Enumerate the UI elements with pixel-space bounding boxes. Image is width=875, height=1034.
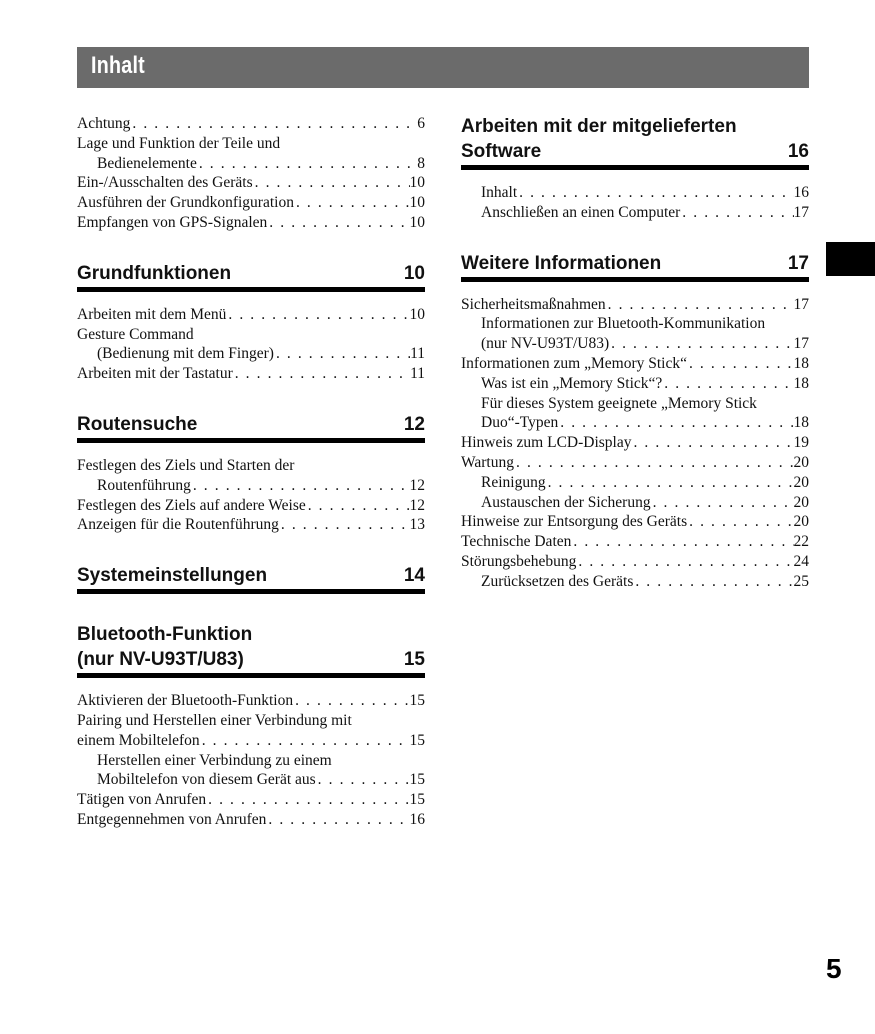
toc-entry-wartung[interactable]: Wartung . . . 20 (461, 453, 809, 473)
section-heading-bluetooth[interactable]: Bluetooth-Funktion (nur NV-U93T/U83) 15 (77, 622, 425, 678)
toc-entry-pairing-line2[interactable]: einem Mobiltelefon . . . 15 (77, 731, 425, 751)
section-routensuche (77, 412, 425, 535)
toc-entry-achtung[interactable]: Achtung . . . 6 (77, 114, 425, 134)
toc-entry-sicherung[interactable]: Austauschen der Sicherung . . . 20 (461, 493, 809, 513)
toc-entry-ziel-line2[interactable]: Routenführung . . . 12 (77, 476, 425, 496)
section-weitere-informationen (461, 251, 809, 592)
toc-entry-inhalt[interactable]: Inhalt . . . 16 (461, 183, 809, 203)
toc-entry-entgegennehmen[interactable]: Entgegennehmen von Anrufen . . . 16 (77, 810, 425, 830)
toc-entry-anschliessen[interactable]: Anschließen an einen Computer . . . 17 (461, 203, 809, 223)
toc-left-column (77, 114, 425, 830)
toc-entry-herstellen-line2[interactable]: Mobiltelefon von diesem Gerät aus . . . 15 (77, 770, 425, 790)
toc-entry-pairing-line1[interactable]: Pairing und Herstellen einer Verbindung mit (77, 711, 352, 729)
toc-entry-entsorgung[interactable]: Hinweise zur Entsorgung des Geräts . . . 20 (461, 512, 809, 532)
section-heading-routensuche[interactable]: Routensuche 12 (77, 412, 425, 443)
section-heading-grundfunktionen[interactable]: Grundfunktionen 10 (77, 261, 425, 292)
page-number: 5 (826, 953, 842, 984)
section-systemeinstellungen (77, 563, 425, 594)
toc-entry-was-ist[interactable]: Was ist ein „Memory Stick“? . . . 18 (461, 374, 809, 394)
toc-entry-reinigung[interactable]: Reinigung . . . 20 (461, 473, 809, 493)
toc-entry-gesture-line2[interactable]: (Bedienung mit dem Finger) . . . 11 (77, 344, 425, 364)
toc-entry-zuruecksetzen[interactable]: Zurücksetzen des Geräts . . . 25 (461, 572, 809, 592)
toc-entry-grundkonfiguration[interactable]: Ausführen der Grundkonfiguration . . . 10 (77, 193, 425, 213)
section-bluetooth (77, 622, 425, 830)
section-heading-software[interactable]: Arbeiten mit der mitgelieferten Software 16 (461, 114, 809, 170)
toc-entry-einausschalten[interactable]: Ein-/Ausschalten des Geräts . . . 10 (77, 173, 425, 193)
toc-entry-technische-daten[interactable]: Technische Daten . . . 22 (461, 532, 809, 552)
section-heading-weitere[interactable]: Weitere Informationen 17 (461, 251, 809, 282)
toc-right-column (461, 114, 809, 592)
toc-entry-lcd[interactable]: Hinweis zum LCD-Display . . . 19 (461, 433, 809, 453)
toc-entry-lage-line1[interactable]: Lage und Funktion der Teile und (77, 134, 281, 152)
toc-entry-memory-info[interactable]: Informationen zum „Memory Stick“ . . . 18 (461, 354, 809, 374)
toc-entry-andere-weise[interactable]: Festlegen des Ziels auf andere Weise . . . 12 (77, 496, 425, 516)
page-title: Inhalt (91, 52, 145, 79)
toc-entry-stoerungsbehebung[interactable]: Störungsbehebung . . . 24 (461, 552, 809, 572)
toc-entry-geeignet-line1[interactable]: Für dieses System geeignete „Memory Stick (481, 394, 757, 412)
chapter-tab-marker (826, 242, 875, 276)
toc-entry-lage-line2[interactable]: Bedienelemente . . . 8 (77, 154, 425, 174)
toc-entry-taetigen[interactable]: Tätigen von Anrufen . . . 15 (77, 790, 425, 810)
toc-entry-gps[interactable]: Empfangen von GPS-Signalen . . . 10 (77, 213, 425, 233)
toc-entry-geeignet-line2[interactable]: Duo“-Typen . . . 18 (461, 413, 809, 433)
section-heading-systemeinstellungen[interactable]: Systemeinstellungen 14 (77, 563, 425, 594)
toc-entry-herstellen-line1[interactable]: Herstellen einer Verbindung zu einem (97, 751, 332, 769)
toc-entry-tastatur[interactable]: Arbeiten mit der Tastatur . . . 11 (77, 364, 425, 384)
section-software (461, 114, 809, 223)
title-bar (77, 47, 809, 88)
toc-entry-bt-aktivieren[interactable]: Aktivieren der Bluetooth-Funktion . . . 15 (77, 691, 425, 711)
toc-entry-bt-info-line2[interactable]: (nur NV-U93T/U83) . . . 17 (461, 334, 809, 354)
toc-intro-group (77, 114, 425, 233)
section-grundfunktionen (77, 261, 425, 384)
toc-entry-bt-info-line1[interactable]: Informationen zur Bluetooth-Kommunikation (481, 315, 766, 333)
toc-entry-ziel-line1[interactable]: Festlegen des Ziels und Starten der (77, 456, 295, 474)
toc-entry-anzeigen[interactable]: Anzeigen für die Routenführung . . . 13 (77, 515, 425, 535)
toc-entry-menu[interactable]: Arbeiten mit dem Menü . . . 10 (77, 305, 425, 325)
toc-entry-sicherheit[interactable]: Sicherheitsmaßnahmen . . . 17 (461, 295, 809, 315)
toc-entry-gesture-line1[interactable]: Gesture Command (77, 325, 194, 343)
